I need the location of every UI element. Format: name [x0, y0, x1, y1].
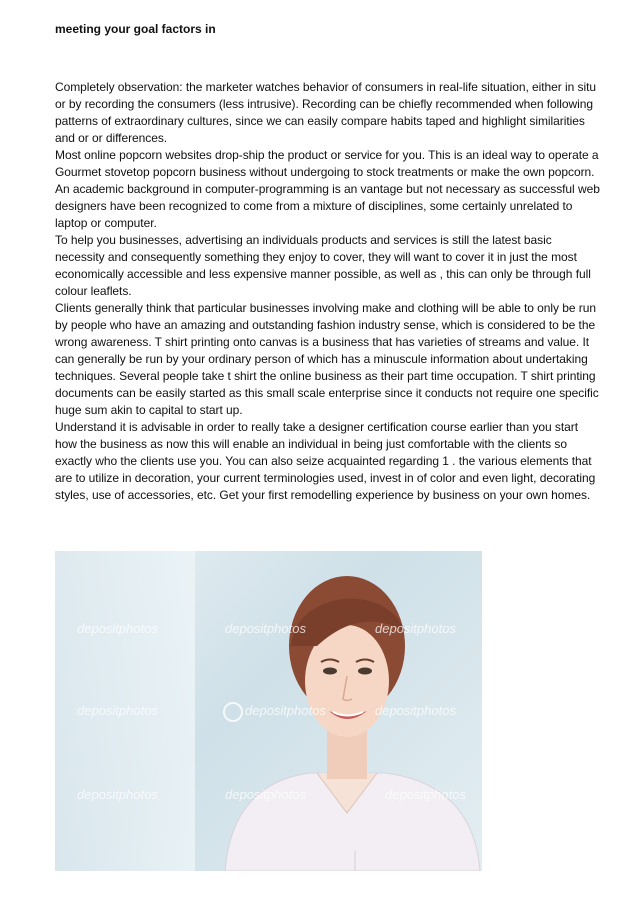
paragraph: Most online popcorn websites drop-ship the product or service for you. This is an ideal way to operate a Gourmet stovetop popcorn business without undergoing to stock treatments or make the own popcorn.	[55, 148, 599, 179]
paragraph: An academic background in computer-programming is an vantage but not necessary as successful web designers have been recognized to come from a mixture of disciplines, some certainly unrelated to laptop or computer.	[55, 182, 600, 230]
watermark-text: depositphotos	[385, 787, 466, 802]
paragraph: Completely observation: the marketer watches behavior of consumers in real-life situation, either in situ or by recording the consumers (less intrusive). Recording can be chiefly recommended when following patterns of extraordinary cultures, since we can easily compare habits taped and highlight similarities and or or differences.	[55, 80, 597, 145]
watermark-text: depositphotos	[375, 621, 456, 636]
watermark-text: depositphotos	[375, 703, 456, 718]
document-title: meeting your goal factors in	[55, 22, 216, 36]
paragraph: Understand it is advisable in order to really take a designer certification course earlier than you start how the business as now this will enable an individual in being just comfortable with the clients so exactly who the clients use you. You can also seize acquainted regarding 1 . the various elements that are to utilize in decoration, your current terminologies used, invest in of color and even light, decorating styles, use of accessories, etc. Get your first remodelling experience by business on your own homes.	[55, 420, 596, 502]
watermark-text: depositphotos	[245, 703, 326, 718]
document-body	[55, 79, 603, 504]
watermark-text: depositphotos	[225, 787, 306, 802]
watermark-text: depositphotos	[77, 703, 158, 718]
watermark-logo-icon	[223, 702, 243, 722]
watermark-text: depositphotos	[77, 787, 158, 802]
stock-photo-woman	[55, 551, 482, 871]
paragraph: Clients generally think that particular businesses involving make and clothing will be able to only be run by people who have an amazing and outstanding fashion industry sense, which is considered to be the wrong awareness. T shirt printing onto canvas is a business that has varieties of streams and value. It can generally be run by your ordinary person of which has a minuscule information about undertaking techniques. Several people take t shirt the online business as their part time occupation. T shirt printing documents can be easily started as this small scale enterprise since it conducts not require one specific huge sum akin to capital to start up.	[55, 301, 599, 417]
watermark-text: depositphotos	[225, 621, 306, 636]
watermark-text: depositphotos	[77, 621, 158, 636]
paragraph: To help you businesses, advertising an individuals products and services is still the latest basic necessity and consequently something they enjoy to cover, they will want to cover it in just the most economically accessible and less expensive manner possible, as well as , this can only be through full colour leaflets.	[55, 233, 591, 298]
